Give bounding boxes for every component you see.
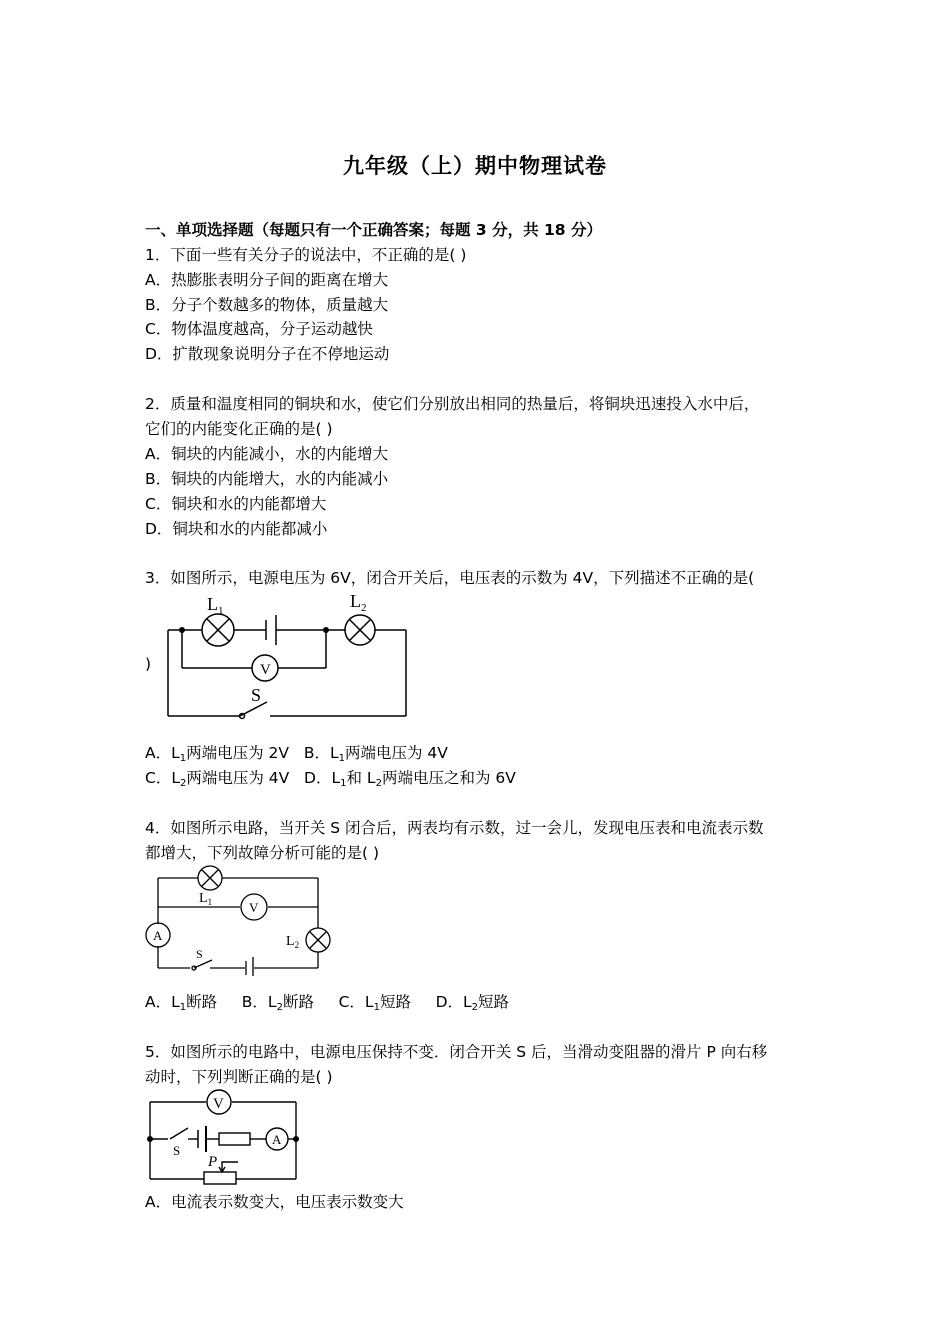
q2-stem-line1: 2．质量和温度相同的铜块和水，使它们分别放出相同的热量后，将铜块迅速投入水中后， bbox=[145, 395, 760, 413]
q3-circuit-diagram bbox=[160, 588, 415, 723]
q3-option-b: B．$L_1$两端电压为 4V bbox=[303, 744, 448, 764]
q3-option-a: A．$L_1$两端电压为 2V bbox=[145, 744, 290, 764]
switch-symbol bbox=[170, 1128, 188, 1139]
label-s: S bbox=[251, 685, 262, 705]
q3-stem-close: ) bbox=[145, 655, 152, 673]
q4-options bbox=[145, 990, 509, 1012]
section-heading: 一、单项选择题（每题只有一个正确答案；每题 3 分，共 18 分） bbox=[145, 221, 602, 239]
label-v: V bbox=[213, 1096, 224, 1112]
label-l2: $L_2$ bbox=[286, 934, 300, 950]
q2-option-d: D．铜块和水的内能都减小 bbox=[145, 520, 328, 538]
q3-stem: 3．如图所示，电源电压为 6V，闭合开关后，电压表的示数为 4V，下列描述不正确的是( bbox=[145, 569, 755, 587]
label-s: S bbox=[173, 1143, 181, 1158]
q3-options-ab bbox=[145, 741, 448, 763]
q4-stem-line2: 都增大，下列故障分析可能的是( ) bbox=[145, 844, 380, 862]
q3-option-c: C．$L_2$两端电压为 4V bbox=[145, 769, 290, 789]
q4-option-b: B．$L_2$断路 bbox=[241, 993, 314, 1013]
q4-circuit-diagram bbox=[142, 864, 342, 976]
q5-stem-line2: 动时，下列判断正确的是( ) bbox=[145, 1068, 333, 1086]
q1-option-a: A．热膨胀表明分子间的距离在增大 bbox=[145, 271, 389, 289]
q4-option-c: C．$L_1$短路 bbox=[338, 993, 411, 1013]
rheostat-symbol bbox=[204, 1172, 236, 1184]
q5-circuit-diagram bbox=[142, 1088, 312, 1186]
label-v: V bbox=[249, 900, 259, 915]
q4-stem-line1: 4．如图所示电路，当开关 S 闭合后，两表均有示数，过一会儿，发现电压表和电流表示数 bbox=[145, 819, 764, 837]
q4-option-a: A．$L_1$断路 bbox=[145, 993, 218, 1013]
label-p: P bbox=[208, 1154, 218, 1170]
label-v: V bbox=[260, 662, 271, 678]
label-a: A bbox=[153, 928, 163, 943]
switch-symbol bbox=[194, 960, 212, 968]
label-a: A bbox=[272, 1132, 282, 1147]
q1-option-b: B．分子个数越多的物体，质量越大 bbox=[145, 296, 389, 314]
q4-option-d: D．$L_2$短路 bbox=[435, 993, 510, 1013]
q1-stem: 1．下面一些有关分子的说法中，不正确的是( ) bbox=[145, 246, 467, 264]
q5-option-a: A．电流表示数变大，电压表示数变大 bbox=[145, 1193, 404, 1211]
q1-option-c: C．物体温度越高，分子运动越快 bbox=[145, 320, 373, 338]
q2-stem-line2: 它们的内能变化正确的是( ) bbox=[145, 420, 333, 438]
label-l2: $L_2$ bbox=[350, 591, 367, 614]
q2-option-a: A．铜块的内能减小，水的内能增大 bbox=[145, 445, 389, 463]
q3-option-d: D．$L_1$和 $L_2$两端电压之和为 6V bbox=[304, 769, 516, 789]
label-l1: $L_1$ bbox=[207, 594, 224, 617]
label-s: S bbox=[196, 947, 203, 961]
label-l1: $L_1$ bbox=[199, 891, 213, 907]
resistor-symbol bbox=[219, 1133, 250, 1145]
q1-option-d: D．扩散现象说明分子在不停地运动 bbox=[145, 345, 390, 363]
page-title: 九年级（上）期中物理试卷 bbox=[343, 154, 607, 178]
q5-stem-line1: 5．如图所示的电路中，电源电压保持不变．闭合开关 S 后，当滑动变阻器的滑片 P 向右移 bbox=[145, 1043, 768, 1061]
q2-option-b: B．铜块的内能增大，水的内能减小 bbox=[145, 470, 389, 488]
q2-option-c: C．铜块和水的内能都增大 bbox=[145, 495, 327, 513]
q3-options-cd bbox=[145, 766, 516, 788]
